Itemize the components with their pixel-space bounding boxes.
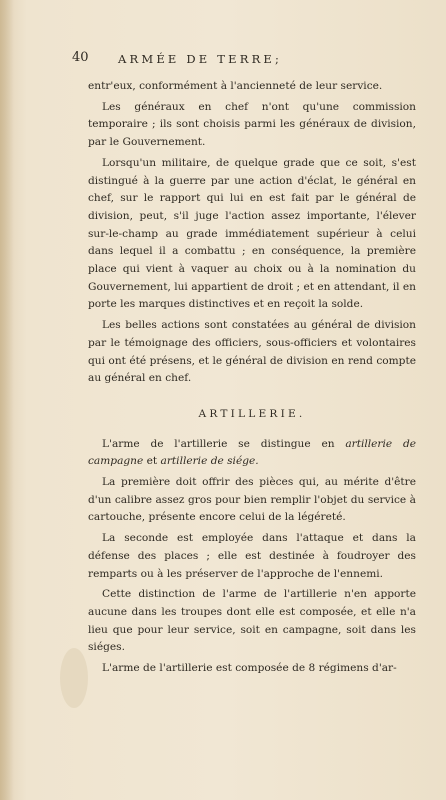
paragraph: La première doit offrir des pièces qui, au mérite d'être d'un calibre assez gros pour bien remplir l'objet du service à cartouche, présente encore celui de la légéreté. (88, 476, 416, 524)
intro-text: L'arme de l'artillerie se distingue en (102, 437, 335, 450)
intro-italic-siege: artillerie de siége. (160, 455, 259, 468)
paragraph: Les généraux en chef n'ont qu'une commission temporaire ; ils sont choisis parmi les généraux de division, par le Gouvernement. (88, 100, 416, 149)
paragraph: Les belles actions sont constatées au général de division par le témoignage des officiers, sous-officiers et volontaires qui ont été présens, et le général de division en rend compte au général en chef. (88, 319, 416, 385)
paragraph-intro (88, 436, 416, 471)
running-title: ARMÉE DE TERRE; (118, 52, 283, 66)
page-header (72, 52, 412, 70)
section-title: ARTILLERIE. (198, 407, 306, 420)
paragraph: entr'eux, conformément à l'ancienneté de leur service. (88, 80, 383, 92)
page-number: 40 (72, 50, 89, 65)
paper-stain (60, 648, 88, 708)
page-body (88, 78, 416, 681)
paragraph: Lorsqu'un militaire, de quelque grade que ce soit, s'est distingué à la guerre par une action d'éclat, le général en chef, sur le rapport qui lui en est fait par le général de division, peut, s'il juge l'action assez importante, l'élever sur-le-champ au grade immédiatement supérieur à celui dans lequel il a combattu ; en conséquence, la première place qui vient à vaquer au choix ou à la nomination du Gouvernement, lui appartient de droit ; et en attendant, il en porte les marques distinctives et en reçoit la solde. (88, 156, 416, 311)
paragraph: La seconde est employée dans l'attaque et dans la défense des places ; elle est destinée à foudroyer des remparts ou à les préserver de l'approche de l'ennemi. (88, 532, 416, 580)
intro-text-and: et (146, 455, 158, 468)
paragraph: Cette distinction de l'arme de l'artillerie n'en apporte aucune dans les troupes dont elle est composée, et elle n'a lieu que pour leur service, soit en campagne, soit dans les siéges. (88, 588, 416, 654)
paragraph: L'arme de l'artillerie est composée de 8 régimens d'ar- (102, 662, 397, 675)
intro-italic-campagne: artillerie de campagne (88, 437, 417, 468)
page-spine-shadow (0, 0, 14, 800)
